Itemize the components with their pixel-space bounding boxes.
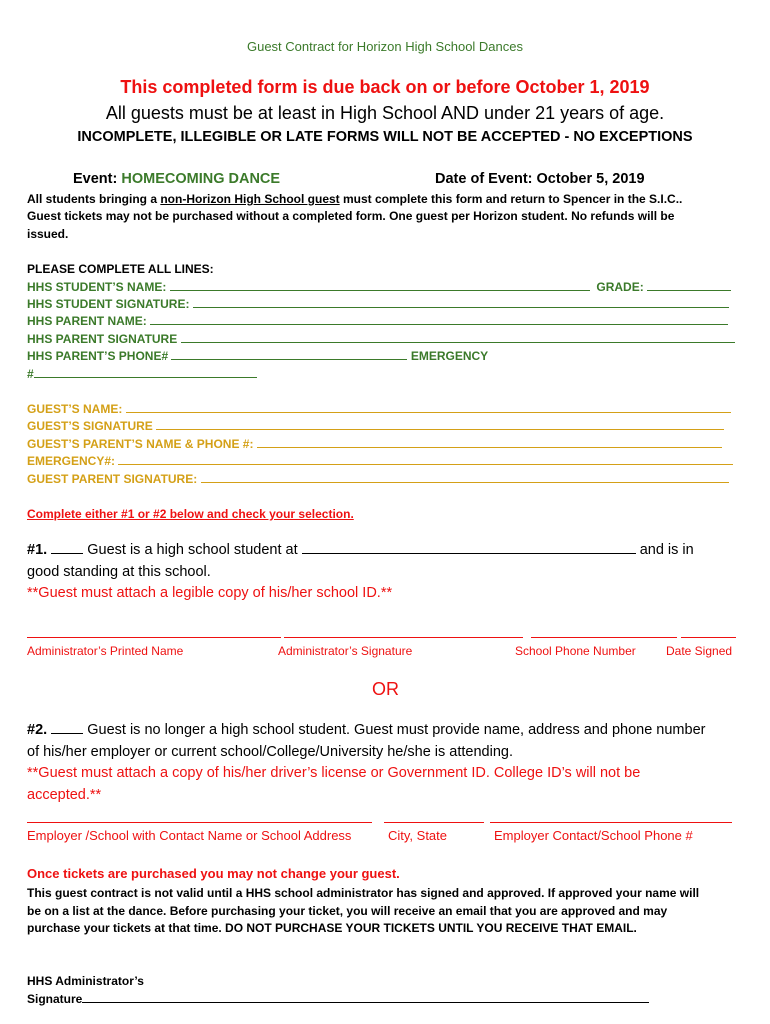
guest-parent-signature-row [27,472,729,486]
guest-emergency-row [27,454,733,468]
date-label: Date of Event: [435,171,533,187]
event-date [435,171,645,187]
option2-note-2: accepted.** [27,787,102,803]
event-name: HOMECOMING DANCE [121,171,281,187]
student-signature-label: HHS STUDENT SIGNATURE: [27,297,190,311]
guest-emergency-field[interactable] [118,454,733,465]
parent-name-label: HHS PARENT NAME: [27,314,147,328]
intro-text-end: must complete this form and return to Spencer in the S.I.C.. [339,192,683,206]
employer-label: Employer /School with Contact Name or School Address [27,828,352,843]
signature-label: Signature [27,992,83,1006]
guest-name-row [27,402,731,416]
parent-phone-row [27,349,488,363]
employer-phone-line[interactable] [490,822,732,823]
admin-signature-row [27,992,649,1006]
form-title: Guest Contract for Horizon High School Dances [246,39,523,54]
guest-parent-field[interactable] [257,437,722,448]
guest-parent-row [27,437,722,451]
admin-signature-label: Administrator’s Signature [278,644,413,658]
parent-phone-label: HHS PARENT’S PHONE# [27,349,169,363]
date-value: October 5, 2019 [536,171,645,187]
warning-notice: INCOMPLETE, ILLEGIBLE OR LATE FORMS WILL NOT BE ACCEPTED - NO EXCEPTIONS [77,129,693,145]
event-row [73,171,280,187]
guest-signature-field[interactable] [156,419,724,430]
intro-emphasis: non-Horizon High School guest [160,192,340,206]
option1-line-1 [27,542,694,558]
validity-line-1: This guest contract is not valid until a HHS school administrator has signed and approved. If approved your name will [27,886,700,900]
option1-school-field[interactable] [302,543,636,554]
city-state-label: City, State [388,828,448,843]
option1-text-b: and is in [639,542,694,558]
student-signature-field[interactable] [193,297,729,308]
option2-line-2: of his/her employer or current school/College/University he/she is attending. [27,744,513,760]
event-label: Event: [73,171,118,187]
student-name-field[interactable] [170,280,590,291]
change-note: Once tickets are purchased you may not change your guest. [27,866,400,881]
selection-instruction: Complete either #1 or #2 below and check your selection. [27,507,354,521]
option2-checkbox-line[interactable] [51,723,83,734]
guest-signature-row [27,419,724,433]
student-signature-row [27,297,729,311]
due-date-notice: This completed form is due back on or before October 1, 2019 [120,77,650,97]
grade-field[interactable] [647,280,731,291]
parent-name-row [27,314,728,328]
validity-line-2: be on a list at the dance. Before purchasing your ticket, you will receive an email that you are approved and may [27,904,668,918]
guest-parent-signature-field[interactable] [201,472,729,483]
age-rule: All guests must be at least in High School AND under 21 years of age. [105,103,665,123]
grade-label: GRADE: [596,280,644,294]
guest-emergency-label: EMERGENCY#: [27,454,116,468]
emergency-field[interactable] [34,367,257,378]
employer-line[interactable] [27,822,372,823]
emergency-label: EMERGENCY [410,349,489,363]
intro-text: All students bringing a [27,192,161,206]
parent-signature-label: HHS PARENT SIGNATURE [27,332,178,346]
admin-final-signature-field[interactable] [82,992,649,1003]
student-name-label: HHS STUDENT’S NAME: [27,280,167,294]
admin-label: HHS Administrator’s [27,974,144,988]
option1-line-2: good standing at this school. [27,564,211,580]
option1-text: Guest is a high school student at [87,542,298,558]
city-state-line[interactable] [384,822,484,823]
option1-checkbox-line[interactable] [51,543,83,554]
guest-name-field[interactable] [126,402,731,413]
option2-text: Guest is no longer a high school student. Guest must provide name, address and phone number [87,722,706,738]
admin-name-label: Administrator’s Printed Name [27,644,184,658]
guest-parent-signature-label: GUEST PARENT SIGNATURE: [27,472,198,486]
parent-name-field[interactable] [150,314,728,325]
intro-line-1 [27,192,682,206]
option2-number: #2. [27,722,48,738]
parent-signature-field[interactable] [181,332,735,343]
validity-line-3: purchase your tickets at that time. DO NOT PURCHASE YOUR TICKETS UNTIL YOU RECEIVE THAT EMAIL. [27,921,637,935]
date-signed-label: Date Signed [666,644,733,658]
or-divider: OR [372,679,399,699]
section-heading: PLEASE COMPLETE ALL LINES: [27,262,214,276]
admin-name-line[interactable] [27,637,281,638]
admin-signature-line[interactable] [284,637,523,638]
intro-line-2: Guest tickets may not be purchased without a completed form. One guest per Horizon student. No refunds will be [27,209,675,223]
option2-line-1 [27,722,705,738]
parent-phone-field[interactable] [171,349,407,360]
school-phone-label: School Phone Number [515,644,636,658]
option2-note-1: **Guest must attach a copy of his/her driver’s license or Government ID. College ID’s will not be [27,765,641,781]
guest-signature-label: GUEST’S SIGNATURE [27,419,153,433]
date-signed-line[interactable] [681,637,736,638]
intro-line-3: issued. [27,227,69,241]
emergency-row [27,367,257,381]
hash-label: # [27,367,34,381]
parent-signature-row [27,332,735,346]
option1-number: #1. [27,542,48,558]
school-phone-line[interactable] [531,637,677,638]
option1-note: **Guest must attach a legible copy of his/her school ID.** [27,585,393,601]
employer-phone-label: Employer Contact/School Phone # [494,828,693,843]
guest-parent-label: GUEST’S PARENT’S NAME & PHONE #: [27,437,254,451]
student-name-row [27,280,731,294]
guest-name-label: GUEST’S NAME: [27,402,123,416]
